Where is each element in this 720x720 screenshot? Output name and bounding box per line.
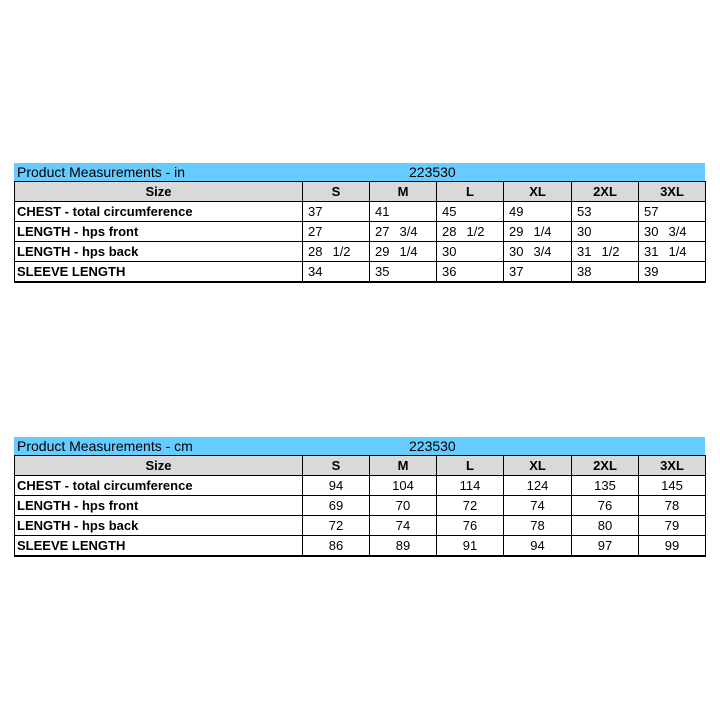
row-label: LENGTH - hps front — [15, 222, 303, 242]
size-header-2xl: 2XL — [572, 182, 639, 202]
measurement-cell — [370, 242, 437, 262]
row-label: LENGTH - hps back — [15, 516, 303, 536]
measurement-cell — [504, 222, 572, 242]
row-label: LENGTH - hps back — [15, 242, 303, 262]
whole-value: 30 — [509, 244, 524, 259]
measurement-cell: 78 — [639, 496, 706, 516]
measurement-cell: 97 — [572, 536, 639, 557]
inches-table — [14, 181, 706, 283]
measurement-cell — [504, 262, 572, 283]
size-header-xl: XL — [504, 182, 572, 202]
size-header-l: L — [437, 182, 504, 202]
fraction-value: 1/2 — [601, 244, 620, 259]
fraction-value: 1/2 — [332, 244, 351, 259]
size-header-s: S — [303, 182, 370, 202]
row-label: CHEST - total circumference — [15, 202, 303, 222]
measurement-cell — [370, 262, 437, 283]
cm-title-bar — [14, 437, 705, 455]
table-row — [15, 262, 706, 283]
size-header-3xl: 3XL — [639, 456, 706, 476]
measurement-cell: 89 — [370, 536, 437, 557]
measurement-cell — [370, 222, 437, 242]
measurement-cell — [504, 202, 572, 222]
inches-title: Product Measurements - in — [17, 164, 186, 180]
table-row — [15, 242, 706, 262]
table-row — [15, 536, 706, 557]
table-row — [15, 202, 706, 222]
cm-table — [14, 455, 706, 557]
measurement-cell — [303, 262, 370, 283]
measurement-cell: 80 — [572, 516, 639, 536]
cm-product-code: 223530 — [409, 438, 456, 454]
table-row — [15, 222, 706, 242]
measurement-cell — [437, 222, 504, 242]
whole-value: 41 — [375, 204, 390, 219]
measurement-cell: 72 — [437, 496, 504, 516]
fraction-value: 1/4 — [399, 244, 418, 259]
row-label: LENGTH - hps front — [15, 496, 303, 516]
measurement-cell: 94 — [303, 476, 370, 496]
measurement-cell: 86 — [303, 536, 370, 557]
measurement-cell — [437, 202, 504, 222]
fraction-value: 1/4 — [668, 244, 687, 259]
measurement-cell — [504, 242, 572, 262]
measurement-cell: 76 — [572, 496, 639, 516]
fraction-value: 3/4 — [668, 224, 687, 239]
fraction-value: 1/2 — [466, 224, 485, 239]
measurement-cell: 74 — [504, 496, 572, 516]
fraction-value: 1/4 — [533, 224, 552, 239]
measurement-cell: 99 — [639, 536, 706, 557]
measurement-cell: 145 — [639, 476, 706, 496]
whole-value: 45 — [442, 204, 457, 219]
whole-value: 38 — [577, 264, 592, 279]
whole-value: 29 — [509, 224, 524, 239]
measurement-cell — [437, 242, 504, 262]
measurement-cell — [639, 222, 706, 242]
measurement-cell: 76 — [437, 516, 504, 536]
size-header-l: L — [437, 456, 504, 476]
whole-value: 30 — [577, 224, 592, 239]
measurement-cell — [437, 262, 504, 283]
measurement-cell — [572, 242, 639, 262]
measurement-cell: 79 — [639, 516, 706, 536]
measurement-cell — [303, 242, 370, 262]
whole-value: 37 — [509, 264, 524, 279]
whole-value: 30 — [442, 244, 457, 259]
measurement-cell: 91 — [437, 536, 504, 557]
whole-value: 53 — [577, 204, 592, 219]
measurement-cell: 114 — [437, 476, 504, 496]
whole-value: 35 — [375, 264, 390, 279]
whole-value: 30 — [644, 224, 659, 239]
size-header-m: M — [370, 456, 437, 476]
whole-value: 28 — [442, 224, 457, 239]
row-label: CHEST - total circumference — [15, 476, 303, 496]
whole-value: 28 — [308, 244, 323, 259]
measurement-cell: 135 — [572, 476, 639, 496]
measurement-cell: 72 — [303, 516, 370, 536]
measurement-cell — [572, 222, 639, 242]
size-header-s: S — [303, 456, 370, 476]
size-header: Size — [15, 182, 303, 202]
table-row — [15, 476, 706, 496]
size-header-3xl: 3XL — [639, 182, 706, 202]
measurement-cell: 74 — [370, 516, 437, 536]
table-row — [15, 516, 706, 536]
measurement-cell — [639, 262, 706, 283]
cm-title: Product Measurements - cm — [17, 438, 193, 454]
inches-product-code: 223530 — [409, 164, 456, 180]
measurement-cell — [639, 242, 706, 262]
fraction-value: 3/4 — [399, 224, 418, 239]
cm-header-row — [15, 456, 706, 476]
measurement-cell: 124 — [504, 476, 572, 496]
inches-header-row — [15, 182, 706, 202]
whole-value: 39 — [644, 264, 659, 279]
size-header-2xl: 2XL — [572, 456, 639, 476]
size-header-m: M — [370, 182, 437, 202]
whole-value: 37 — [308, 204, 323, 219]
measurement-cell — [572, 262, 639, 283]
measurement-cell — [370, 202, 437, 222]
measurement-cell — [303, 202, 370, 222]
measurement-cell: 78 — [504, 516, 572, 536]
row-label: SLEEVE LENGTH — [15, 262, 303, 283]
table-row — [15, 496, 706, 516]
whole-value: 31 — [644, 244, 659, 259]
whole-value: 27 — [308, 224, 323, 239]
whole-value: 34 — [308, 264, 323, 279]
inches-title-bar — [14, 163, 705, 181]
measurement-cell: 70 — [370, 496, 437, 516]
measurement-cell — [303, 222, 370, 242]
inches-measurements-block — [14, 163, 705, 283]
size-header: Size — [15, 456, 303, 476]
whole-value: 57 — [644, 204, 659, 219]
whole-value: 29 — [375, 244, 390, 259]
whole-value: 31 — [577, 244, 592, 259]
measurement-cell: 69 — [303, 496, 370, 516]
measurement-cell: 104 — [370, 476, 437, 496]
measurement-cell: 94 — [504, 536, 572, 557]
size-header-xl: XL — [504, 456, 572, 476]
whole-value: 49 — [509, 204, 524, 219]
cm-measurements-block — [14, 437, 705, 557]
row-label: SLEEVE LENGTH — [15, 536, 303, 557]
measurement-cell — [572, 202, 639, 222]
fraction-value: 3/4 — [533, 244, 552, 259]
whole-value: 27 — [375, 224, 390, 239]
measurement-cell — [639, 202, 706, 222]
whole-value: 36 — [442, 264, 457, 279]
